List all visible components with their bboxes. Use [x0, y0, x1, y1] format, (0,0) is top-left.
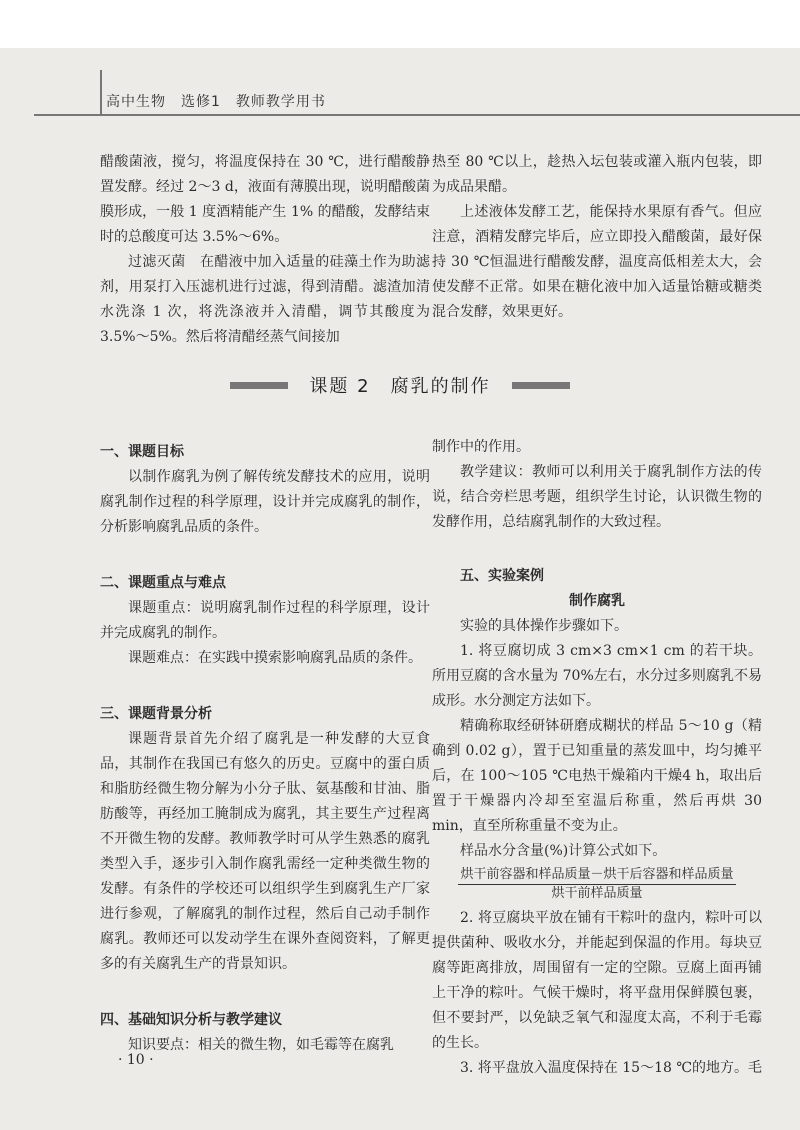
paragraph: 课题重点：说明腐乳制作过程的科学原理，设计并完成腐乳的制作。 [100, 600, 430, 641]
running-head: 高中生物 选修1 教师教学用书 [106, 94, 326, 110]
paragraph: 2. 将豆腐块平放在铺有干粽叶的盘内，粽叶可以提供菌种、吸收水分，并能起到保温的作用。每块豆腐等距离排放，周围留有一定的空隙。豆腐上面再铺上干净的粽叶。气候干燥时，将平盘用保鲜膜包裹，但不要封严，以免缺乏氧气和湿度太高，不利于毛霉的生长。 [432, 910, 762, 1051]
paragraph: 知识要点：相关的微生物，如毛霉等在腐乳 [128, 1037, 394, 1053]
paragraph: 课题背景首先介绍了腐乳是一种发酵的大豆食品，其制作在我国已有悠久的历史。豆腐中的蛋白质和脂肪经微生物分解为小分子肽、氨基酸和甘油、脂肪酸等，再经加工腌制成为腐乳，其主要生产过程离不开微生物的发酵。教师教学时可从学生熟悉的腐乳类型入手，逐步引入制作腐乳需经一定种类微生物的发酵。有条件的学校还可以组织学生到腐乳生产厂家进行参观，了解腐乳的制作过程，然后自己动手制作腐乳。教师还可以发动学生在课外查阅资料，了解更多的有关腐乳生产的背景知识。 [100, 731, 430, 972]
paragraph: 样品水分含量(%)计算公式如下。 [460, 843, 667, 859]
paragraph: 精确称取经研钵研磨成糊状的样品 5～10 g（精确到 0.02 g），置于已知重量的蒸发皿中，均匀摊平后，在 100～105 ℃电热干燥箱内干燥4 h，取出后置于干燥器内冷却至室温后称重，然后再烘 30 min，直至所称重量不变为止。 [432, 718, 762, 834]
lesson-title-block [0, 372, 800, 398]
page-number: · 10 · [118, 1052, 154, 1068]
header-rule [34, 114, 800, 116]
left-column [100, 440, 430, 1058]
top-right-column [432, 150, 762, 325]
lesson-title: 课题 2 腐乳的制作 [309, 376, 491, 397]
paragraph: 教学建议：教师可以利用关于腐乳制作方法的传说，结合旁栏思考题，组织学生讨论，认识微生物的发酵作用，总结腐乳制作的大致过程。 [432, 464, 762, 530]
top-left-column [100, 150, 430, 350]
paragraph: 热至 80 ℃以上，趁热入坛包装或灌入瓶内包装，即为成品果醋。 [432, 154, 762, 195]
section-heading: 五、实验案例 [460, 568, 544, 584]
formula-numerator: 烘干前容器和样品质量－烘干后容器和样品质量 [458, 866, 735, 885]
title-bar-left [230, 382, 288, 389]
paragraph: 制作中的作用。 [432, 439, 530, 455]
paragraph: 上述液体发酵工艺，能保持水果原有香气。但应注意，酒精发酵完毕后，应立即投入醋酸菌，最好保持 30 ℃恒温进行醋酸发酵，温度高低相差太大，会使发酵不正常。如果在糖化液中加入适量饴糖或糖类混合发酵，效果更好。 [432, 204, 762, 320]
title-bar-right [512, 382, 570, 389]
paragraph: 3. 将平盘放入温度保持在 15～18 ℃的地方。毛 [460, 1060, 762, 1076]
experiment-subtitle: 制作腐乳 [569, 593, 625, 609]
section-heading: 三、课题背景分析 [100, 706, 212, 722]
paragraph: 课题难点：在实践中摸索影响腐乳品质的条件。 [128, 650, 422, 666]
section-heading: 二、课题重点与难点 [100, 575, 226, 591]
paragraph: 实验的具体操作步骤如下。 [460, 618, 628, 634]
paragraph: 过滤灭菌 在醋液中加入适量的硅藻土作为助滤剂，用泵打入压滤机进行过滤，得到清醋。滤渣加清水洗涤 1 次，将洗涤液并入清醋，调节其酸度为 3.5%～5%。然后将清醋经蒸气间接加 [100, 254, 430, 345]
formula-denominator: 烘干前样品质量 [551, 886, 643, 901]
paragraph: 以制作腐乳为例了解传统发酵技术的应用，说明腐乳制作过程的科学原理，设计并完成腐乳的制作，分析影响腐乳品质的条件。 [100, 469, 430, 535]
section-heading: 四、基础知识分析与教学建议 [100, 1012, 282, 1028]
right-column [432, 435, 762, 1081]
header-vertical-rule [100, 70, 102, 116]
paragraph: 1. 将豆腐切成 3 cm×3 cm×1 cm 的若干块。所用豆腐的含水量为 70%左右，水分过多则腐乳不易成形。水分测定方法如下。 [432, 643, 762, 709]
top-margin [0, 0, 800, 48]
moisture-formula [432, 866, 762, 902]
section-heading: 一、课题目标 [100, 444, 184, 460]
paragraph: 醋酸菌液，搅匀，将温度保持在 30 ℃，进行醋酸静置发酵。经过 2～3 d，液面有薄膜出现，说明醋酸菌膜形成，一般 1 度酒精能产生 1% 的醋酸，发酵结束时的总酸度可达 3.5%～6%。 [100, 154, 430, 245]
